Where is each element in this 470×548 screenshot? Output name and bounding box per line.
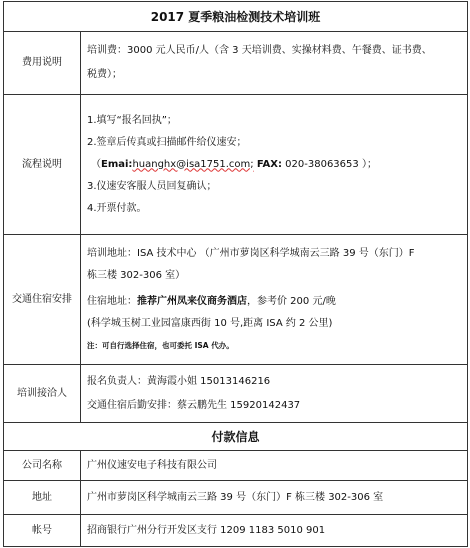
accommodation-note: 注：可自行选择住宿，也可委托 ISA 代办。	[87, 340, 234, 350]
account-value: 招商银行广州分行开发区支行 1209 1183 5010 901	[81, 515, 468, 547]
process-contact	[87, 158, 461, 172]
training-address-line-1: 培训地址：ISA 技术中心 （广州市萝岗区科学城南云三路 39 号（东门）F	[87, 247, 415, 259]
fax-value: 020-38063653	[281, 158, 359, 170]
fee-label: 费用说明	[4, 32, 81, 95]
process-step-2: 2.签章后传真或扫描邮件给仪速安；	[87, 136, 247, 148]
title-row	[4, 2, 468, 32]
fee-line-2: 税费）；	[87, 69, 122, 80]
payment-title: 付款信息	[4, 423, 468, 451]
process-step-1: 1.填写“报名回执”；	[87, 114, 177, 126]
fee-content	[81, 32, 468, 95]
email-value[interactable]: huanghx@isa1751.com;	[132, 158, 254, 170]
company-label: 公司名称	[4, 451, 81, 481]
hotel-price: ，参考价 200 元/晚	[247, 295, 336, 307]
address-label: 地址	[4, 481, 81, 515]
reception-row	[4, 365, 468, 423]
training-address-line-2: 栋三楼 302-306 室）	[87, 269, 186, 281]
process-step-4: 4.开票付款。	[87, 202, 147, 214]
address-value: 广州市萝岗区科学城南云三路 39 号（东门）F 栋三楼 302-306 室	[81, 481, 468, 515]
process-step-3: 3.仪速安客服人员回复确认；	[87, 180, 217, 192]
fee-line-1: 培训费：3000 元人民币/人（含 3 天培训费、实操材料费、午餐费、证书费、	[87, 45, 432, 56]
process-label: 流程说明	[4, 95, 81, 235]
account-label: 帐号	[4, 515, 81, 547]
reception-label: 培训接洽人	[4, 365, 81, 423]
registration-contact: 报名负责人：黄海霞小姐 15013146216	[87, 375, 271, 387]
company-value: 广州仪速安电子科技有限公司	[81, 451, 468, 481]
document-title: 2017 夏季粮油检测技术培训班	[4, 2, 468, 32]
process-content	[81, 95, 468, 235]
contact-open: （	[91, 158, 101, 170]
hotel-location: (科学城玉树工业园富康西街 10 号,距离 ISA 约 2 公里)	[87, 317, 333, 329]
payment-title-row	[4, 423, 468, 451]
company-row	[4, 451, 468, 481]
logistics-contact: 交通住宿后勤安排：蔡云鹏先生 15920142437	[87, 399, 301, 411]
contact-close: ）；	[361, 158, 377, 170]
reception-content	[81, 365, 468, 423]
hotel-line	[87, 295, 461, 309]
transport-label: 交通住宿安排	[4, 235, 81, 365]
account-row	[4, 515, 468, 547]
address-row	[4, 481, 468, 515]
hotel-prefix: 住宿地址：	[87, 295, 137, 307]
hotel-recommendation: 推荐广州凤来仪商务酒店	[137, 295, 247, 307]
info-table	[3, 1, 468, 547]
transport-content	[81, 235, 468, 365]
email-label: Emai:	[101, 158, 133, 170]
process-row	[4, 95, 468, 235]
fax-label: FAX:	[256, 158, 282, 170]
fee-row	[4, 32, 468, 95]
transport-row	[4, 235, 468, 365]
